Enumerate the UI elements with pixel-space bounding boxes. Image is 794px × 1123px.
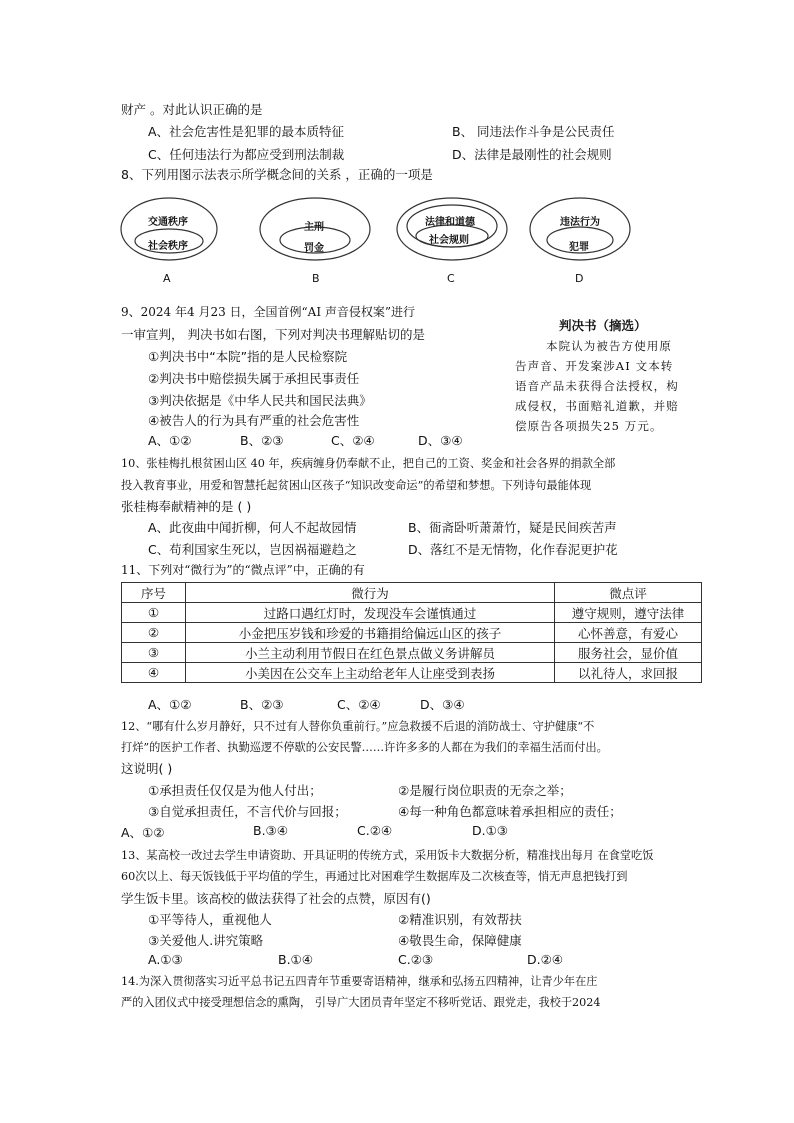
q7-stem-tail: 财产 。对此认识正确的是 — [121, 102, 263, 117]
row-number: ④ — [122, 663, 186, 683]
q9-option-a: A、①② — [148, 433, 192, 448]
q11-option-c: C、②④ — [337, 697, 381, 712]
q8-diagram-d — [529, 197, 631, 264]
q8-a-letter: A — [163, 272, 171, 285]
q8-b-outer-label: 主刑 — [304, 222, 324, 233]
q8-diagram-a — [120, 197, 218, 264]
judgment-line-2: 告声音、开发案涉AI 文本转 — [515, 359, 674, 373]
q8-d-inner-label: 犯罪 — [569, 242, 589, 253]
table-row — [122, 643, 702, 663]
q12-item-1: ①承担责任仅仅是为他人付出； — [148, 783, 322, 798]
q9-item-3: ③判决依据是《中华人民共和国民法典》 — [148, 393, 372, 408]
q8-d-outer-label: 违法行为 — [560, 217, 600, 228]
q11-stem: 11、下列对“微行为”的“微点评”中，正确的有 — [121, 563, 365, 577]
q8-b-inner-label: 罚金 — [304, 243, 324, 254]
row-behavior: 小美因在公交车上主动给老年人让座受到表扬 — [186, 663, 555, 683]
judgment-title: 判决书（摘选） — [559, 318, 647, 333]
q13-option-b: B.①④ — [278, 952, 313, 967]
q13-item-2: ②精准识别，有效帮扶 — [398, 912, 522, 927]
q10-stem-line3: 张桂梅奉献精神的是 ( ) — [121, 499, 252, 514]
q11-option-d: D、③④ — [420, 697, 465, 712]
q9-option-b: B、②③ — [240, 433, 284, 448]
q8-d-letter: D — [575, 272, 584, 285]
judgment-line-5: 偿原告各项损失25 万元。 — [515, 419, 663, 433]
q9-stem-line2: 一审宣判， 判决书如右图，下列对判决书理解贴切的是 — [121, 327, 425, 342]
q7-option-d: D、法律是最刚性的社会规则 — [452, 147, 612, 162]
q13-item-4: ④敬畏生命，保障健康 — [398, 933, 522, 948]
q9-item-4: ④被告人的行为具有严重的社会危害性 — [148, 413, 360, 428]
q10-option-c: C、苟利国家生死以，岂因祸福避趋之 — [148, 542, 357, 557]
q12-stem-line1: 12、“哪有什么岁月静好，只不过有人替你负重前行。”应急救援不后退的消防战士、守护健康“不 — [121, 720, 595, 733]
row-comment: 以礼待人，求回报 — [555, 663, 702, 683]
judgment-line-1: 本院认为被告方使用原 — [546, 339, 672, 353]
q8-c-inner-label: 社会规则 — [429, 235, 469, 246]
row-behavior: 过路口遇红灯时，发现没车会谨慎通过 — [186, 603, 555, 623]
q9-stem-line1: 9、2024 年4 月23 日，全国首例“AI 声音侵权案”进行 — [121, 305, 416, 319]
q7-option-c: C、任何违法行为都应受到刑法制裁 — [148, 147, 345, 162]
q8-c-letter: C — [447, 272, 455, 285]
col-header-comment: 微点评 — [555, 583, 702, 603]
q14-stem-line1: 14.为深入贯彻落实习近平总书记五四青年节重要寄语精神，继承和弘扬五四精神，让青少年在庄 — [121, 975, 598, 988]
q12-item-4: ④每一种角色都意味着承担相应的责任； — [398, 804, 622, 819]
q13-stem-line3: 学生饭卡里。该高校的做法获得了社会的点赞，原因有() — [121, 891, 431, 906]
row-number: ② — [122, 623, 186, 643]
table-row — [122, 623, 702, 643]
q11-option-b: B、②③ — [240, 697, 284, 712]
row-comment: 遵守规则，遵守法律 — [555, 603, 702, 623]
q7-option-b: B、 同违法作斗争是公民责任 — [452, 124, 615, 139]
table-header-row — [122, 583, 702, 603]
q12-option-d: D.①③ — [472, 823, 509, 838]
q10-option-b: B、衙斋卧听萧萧竹，疑是民间疾苦声 — [408, 520, 617, 535]
row-number: ① — [122, 603, 186, 623]
row-comment: 心怀善意，有爱心 — [555, 623, 702, 643]
q13-stem-line1: 13、某高校一改过去学生申请资助、开具证明的传统方式，采用饭卡大数据分析，精准找出每月 在食堂吃饭 — [121, 849, 654, 862]
row-behavior: 小金把压岁钱和珍爱的书籍捐给偏远山区的孩子 — [186, 623, 555, 643]
row-behavior: 小兰主动利用节假日在红色景点做义务讲解员 — [186, 643, 555, 663]
q13-item-3: ③关爱他人.讲究策略 — [148, 933, 264, 948]
q9-item-2: ②判决书中赔偿损失属于承担民事责任 — [148, 371, 360, 386]
q12-item-2: ②是履行岗位职责的无奈之举； — [398, 783, 572, 798]
q12-item-3: ③自觉承担责任，不言代价与回报； — [148, 804, 347, 819]
q9-option-d: D、③④ — [418, 433, 463, 448]
q8-c-outer-label: 法律和道德 — [425, 217, 475, 228]
q12-option-c: C.②④ — [357, 823, 393, 838]
col-header-number: 序号 — [122, 583, 186, 603]
q8-stem: 8、下列用图示法表示所学概念间的关系 ，正确的一项是 — [121, 167, 433, 182]
q10-option-a: A、此夜曲中闻折柳，何人不起故园情 — [148, 520, 357, 535]
micro-behavior-table — [121, 582, 702, 683]
q13-item-1: ①平等待人，重视他人 — [148, 912, 272, 927]
q12-option-b: B.③④ — [253, 823, 288, 838]
q9-item-1: ①判决书中“本院”指的是人民检察院 — [148, 349, 348, 364]
table-row — [122, 663, 702, 683]
q13-stem-line2: 60次以上、每天饭钱低于平均值的学生，再通过比对困难学生数据库及二次核查等，悄无声息把钱打到 — [121, 870, 628, 883]
col-header-behavior: 微行为 — [186, 583, 555, 603]
q10-stem-line1: 10、张桂梅扎根贫困山区 40 年，疾病缠身仍奉献不止，把自己的工资、奖金和社会各界的捐款全部 — [121, 457, 616, 470]
q12-stem-line3: 这说明( ) — [121, 761, 173, 776]
q13-option-a: A.①③ — [148, 952, 183, 967]
row-comment: 服务社会，显价值 — [555, 643, 702, 663]
q8-b-letter: B — [312, 272, 320, 285]
q13-option-d: D.②④ — [527, 952, 564, 967]
table-row — [122, 603, 702, 623]
q11-option-a: A、①② — [148, 697, 192, 712]
q7-option-a: A、社会危害性是犯罪的最本质特征 — [148, 124, 345, 139]
q10-stem-line2: 投入教育事业，用爱和智慧托起贫困山区孩子“知识改变命运”的希望和梦想。下列诗句最能体现 — [121, 479, 592, 492]
q10-option-d: D、落红不是无情物，化作春泥更护花 — [408, 542, 618, 557]
judgment-line-4: 成侵权，书面赔礼道歉，并赔 — [515, 399, 679, 413]
q12-option-a: A、①② — [121, 825, 165, 840]
q8-a-inner-label: 社会秩序 — [148, 241, 188, 252]
q12-stem-line2: 打烊”的医护工作者、执勤巡逻不停歇的公安民警……许许多多的人都在为我们的幸福生活而付出。 — [121, 741, 608, 754]
judgment-line-3: 语音产品未获得合法授权，构 — [515, 379, 679, 393]
q9-option-c: C、②④ — [331, 433, 375, 448]
q14-stem-line2: 严的入团仪式中接受理想信念的熏陶， 引导广大团员青年坚定不移听党话、跟党走，我校于2024 — [121, 996, 601, 1009]
q13-option-c: C.②③ — [398, 952, 434, 967]
row-number: ③ — [122, 643, 186, 663]
q8-a-outer-label: 交通秩序 — [148, 217, 188, 228]
